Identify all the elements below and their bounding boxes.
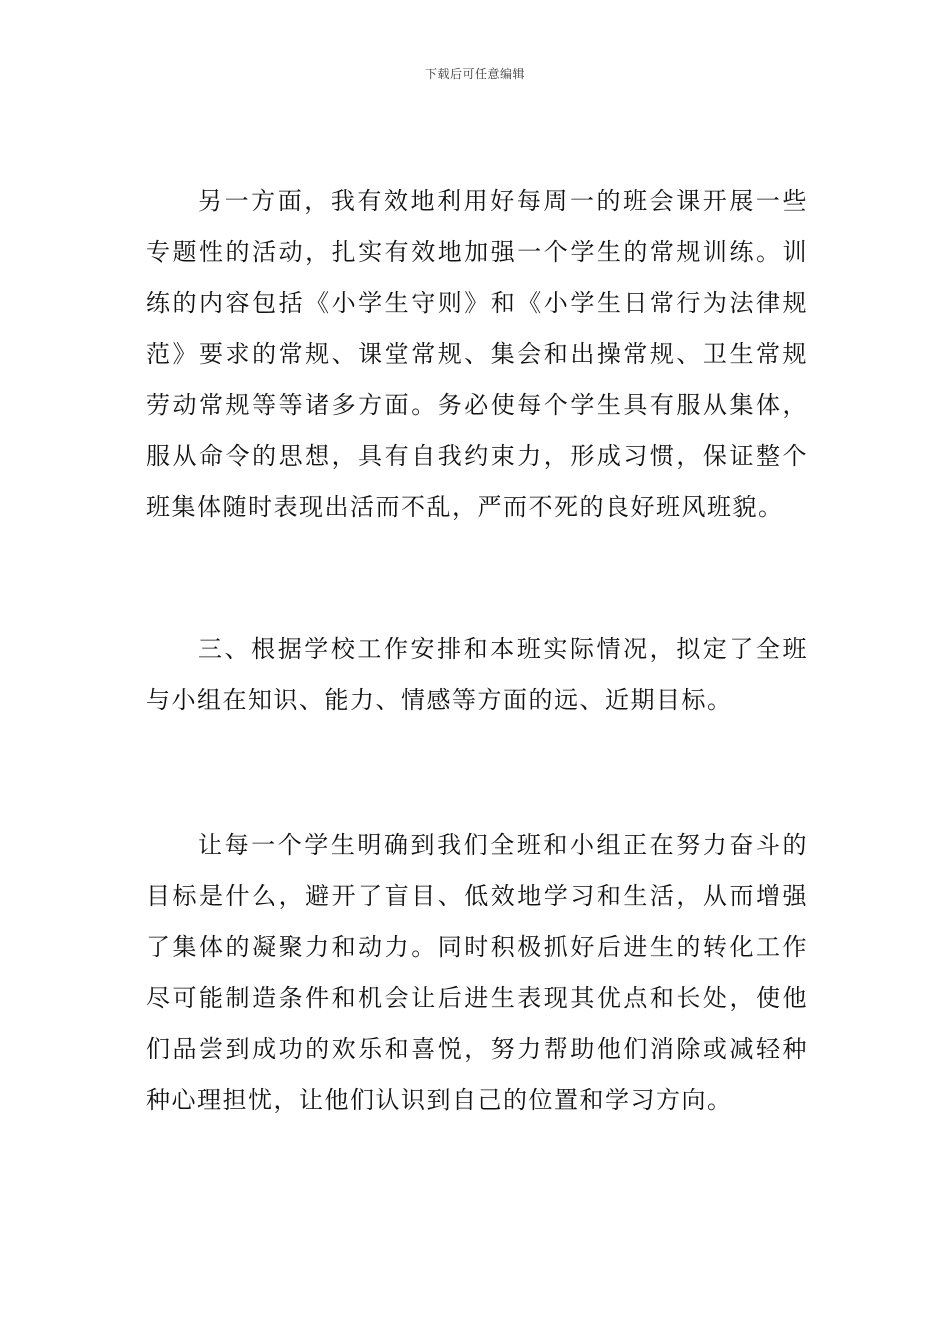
body-paragraph-1: 另一方面，我有效地利用好每周一的班会课开展一些专题性的活动，扎实有效地加强一个学生的常规训练。训练的内容包括《小学生守则》和《小学生日常行为法律规范》要求的常规、课堂常规、集会和出操常规、卫生常规劳动常规等等诸多方面。务必使每个学生具有服从集体，服从命令的思想，具有自我约束力，形成习惯，保证整个班集体随时表现出活而不乱，严而不死的良好班风班貌。 xyxy=(146,187,808,521)
body-paragraph-2: 三、根据学校工作安排和本班实际情况，拟定了全班与小组在知识、能力、情感等方面的远、近期目标。 xyxy=(146,635,808,714)
header-note: 下载后可任意编辑 xyxy=(424,67,525,81)
body-paragraph-3: 让每一个学生明确到我们全班和小组正在努力奋斗的目标是什么，避开了盲目、低效地学习和生活，从而增强了集体的凝聚力和动力。同时积极抓好后进生的转化工作尽可能制造条件和机会让后进生表现其优点和长处，使他们品尝到成功的欢乐和喜悦，努力帮助他们消除或减轻种种心理担忧，让他们认识到自己的位置和学习方向。 xyxy=(146,831,808,1114)
